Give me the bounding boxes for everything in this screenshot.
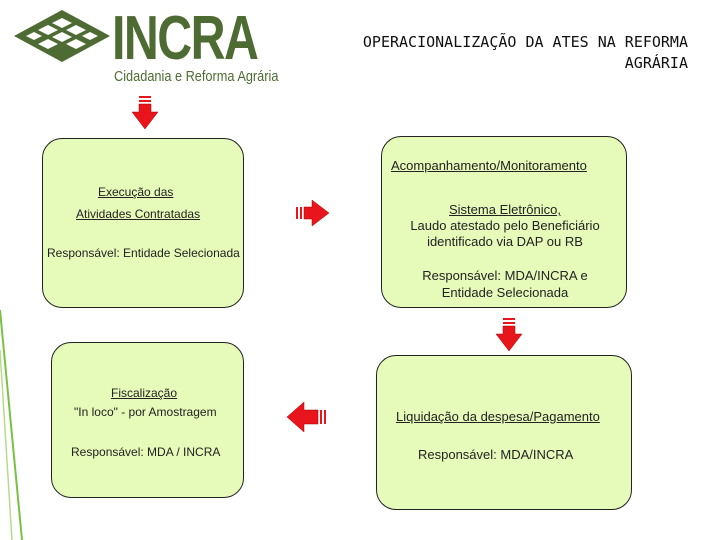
logo-tagline: Cidadania e Reforma Agrária: [114, 68, 279, 85]
acompanhamento-line-1: Sistema Eletrônico,: [449, 202, 561, 217]
execucao-heading-line-1: Execução das: [98, 185, 174, 199]
logo-wordmark: INCRA: [112, 4, 258, 73]
execucao-heading-line-2: Atividades Contratadas: [76, 207, 201, 221]
box-execucao: [42, 138, 244, 308]
liquidacao-heading: Liquidação da despesa/Pagamento: [396, 409, 600, 424]
accent-lines: [0, 310, 30, 540]
acompanhamento-heading: Acompanhamento/Monitoramento: [391, 158, 587, 173]
execucao-responsavel: Responsável: Entidade Selecionada: [47, 246, 240, 260]
arrow-down-logo: [130, 96, 160, 130]
fiscalizacao-heading: Fiscalização: [111, 386, 178, 400]
acompanhamento-line-2: Laudo atestado pelo Beneficiário: [410, 218, 600, 233]
box-fiscalizacao: [51, 342, 244, 498]
arrow-down-acompanhamento: [494, 318, 524, 352]
logo-emblem-icon: [14, 10, 110, 70]
arrow-left-liquidacao: [286, 400, 326, 434]
title-line-1: OPERACIONALIZAÇÃO DA ATES NA REFORMA: [362, 33, 688, 51]
page-title: [308, 32, 688, 74]
fiscalizacao-responsavel: Responsável: MDA / INCRA: [71, 445, 221, 459]
arrow-right-execucao: [296, 198, 330, 228]
fiscalizacao-line-1: "In loco" - por Amostragem: [74, 405, 217, 419]
acompanhamento-responsavel-line-2: Entidade Selecionada: [441, 285, 569, 300]
title-line-2: AGRÁRIA: [624, 54, 688, 72]
acompanhamento-responsavel-line-1: Responsável: MDA/INCRA e: [422, 268, 588, 283]
liquidacao-responsavel: Responsável: MDA/INCRA: [418, 447, 574, 462]
box-acompanhamento: [381, 136, 627, 308]
incra-logo: [14, 4, 279, 88]
box-liquidacao: [376, 355, 632, 510]
acompanhamento-line-3: identificado via DAP ou RB: [427, 234, 583, 249]
